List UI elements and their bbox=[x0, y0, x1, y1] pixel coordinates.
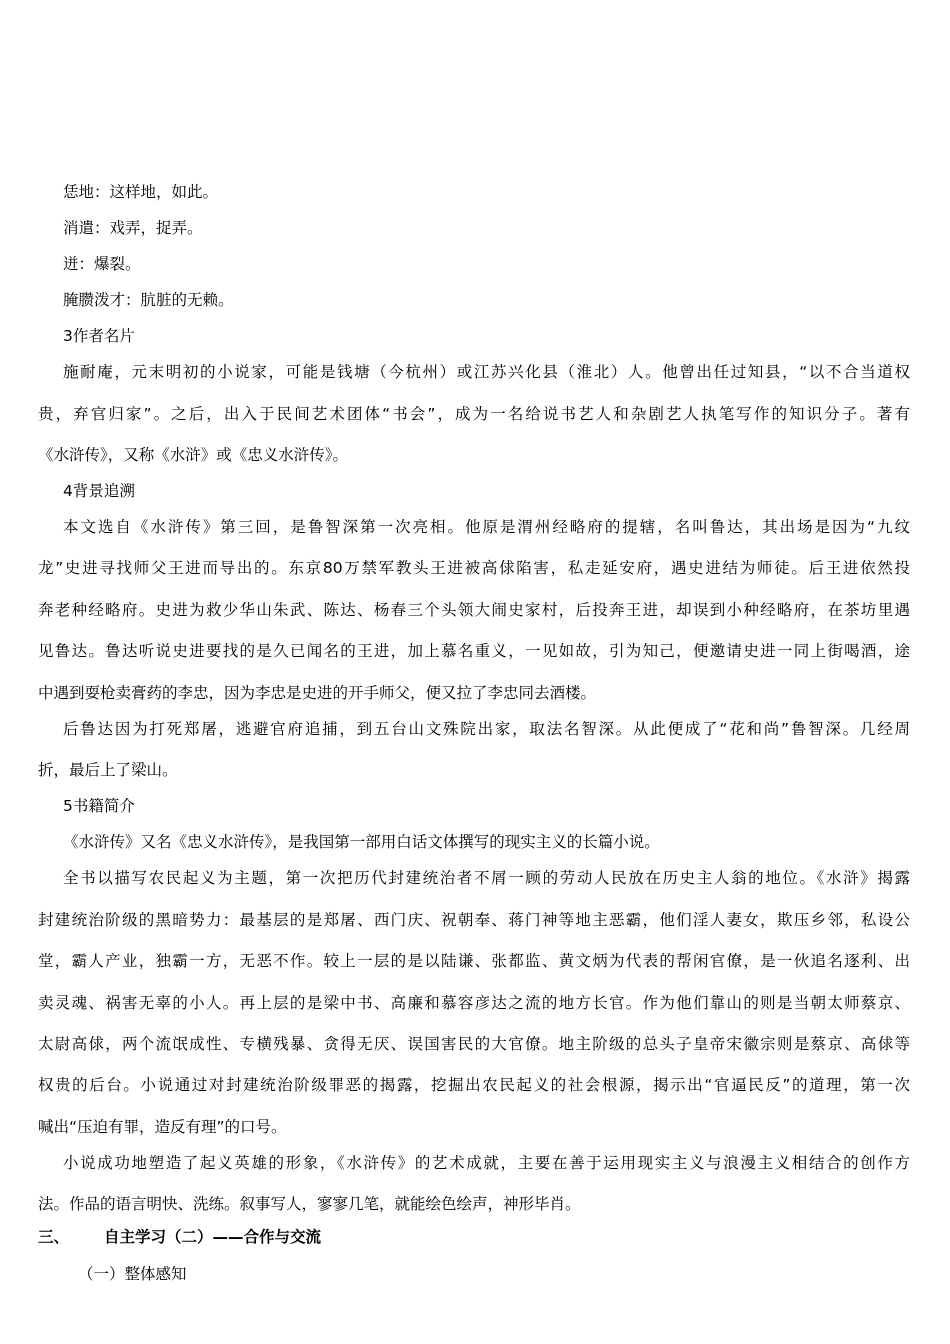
paragraph-line: 小说成功地塑造了起义英雄的形象，《水浒传》的艺术成就，主要在善于运用现实主义与浪漫主义相结合的创作方 bbox=[63, 1154, 910, 1172]
paragraph-line: 法。作品的语言明快、洗练。叙事写人，寥寥几笔，就能绘色绘声，神形毕肖。 bbox=[38, 1195, 581, 1213]
paragraph-line: 《水浒传》又名《忠义水浒传》，是我国第一部用白话文体撰写的现实主义的长篇小说。 bbox=[63, 833, 660, 851]
paragraph-line: 龙”史进寻找师父王进而导出的。东京80万禁军教头王进被高俅陷害，私走延安府，遇史进结为师徒。后王进依然投 bbox=[38, 559, 910, 577]
section-heading-book: 5书籍简介 bbox=[63, 797, 135, 815]
section-heading-author: 3作者名片 bbox=[63, 327, 135, 345]
paragraph-line: 施耐庵，元末明初的小说家，可能是钱塘（今杭州）或江苏兴化县（淮北）人。他曾出任过知县，“以不合当道权 bbox=[63, 363, 910, 381]
part-title: 自主学习（二）——合作与交流 bbox=[104, 1228, 322, 1246]
paragraph-line: 奔老种经略府。史进为救少华山朱武、陈达、杨春三个头领大闹史家村，后投奔王进，却误到小种经略府，在茶坊里遇 bbox=[38, 601, 910, 619]
section-heading-background: 4背景追溯 bbox=[63, 482, 135, 500]
paragraph-line: 本文选自《水浒传》第三回，是鲁智深第一次亮相。他原是渭州经略府的提辖，名叫鲁达，其出场是因为“九纹 bbox=[63, 518, 910, 536]
paragraph-line: 卖灵魂、祸害无辜的小人。再上层的是梁中书、高廉和慕容彦达之流的地方长官。作为他们靠山的则是当朝太师蔡京、 bbox=[38, 994, 910, 1012]
paragraph-line: 见鲁达。鲁达听说史进要找的是久已闻名的王进，加上慕名重义，一见如故，引为知己，便邀请史进一同上街喝酒，途 bbox=[38, 642, 910, 660]
paragraph-line: 堂，霸人产业，独霸一方，无恶不作。较上一层的是以陆谦、张都监、黄文炳为代表的帮闲官僚，是一伙追名逐利、出 bbox=[38, 952, 910, 970]
paragraph-line: 折，最后上了梁山。 bbox=[38, 761, 178, 779]
glossary-item: 迸：爆裂。 bbox=[63, 255, 141, 273]
paragraph-line: 封建统治阶级的黑暗势力：最基层的是郑屠、西门庆、祝朝奉、蒋门神等地主恶霸，他们淫人妻女，欺压乡邻，私设公 bbox=[38, 911, 910, 929]
paragraph-line: 权贵的后台。小说通过对封建统治阶级罪恶的揭露，挖掘出农民起义的社会根源，揭示出“官逼民反”的道理，第一次 bbox=[38, 1076, 910, 1094]
part-heading bbox=[38, 1226, 321, 1248]
subsection-heading: （一）整体感知 bbox=[78, 1265, 187, 1283]
glossary-item: 腌臜泼才：肮脏的无赖。 bbox=[63, 291, 234, 309]
paragraph-line: 太尉高俅，两个流氓成性、专横残暴、贪得无厌、误国害民的大官僚。地主阶级的总头子皇帝宋徽宗则是蔡京、高俅等 bbox=[38, 1035, 910, 1053]
paragraph-line: 中遇到耍枪卖膏药的李忠，因为李忠是史进的开手师父，便又拉了李忠同去酒楼。 bbox=[38, 684, 597, 702]
glossary-item: 恁地：这样地，如此。 bbox=[63, 183, 219, 201]
paragraph-line: 《水浒传》，又称《水浒》或《忠义水浒传》。 bbox=[38, 446, 349, 464]
paragraph-line: 喊出“压迫有罪，造反有理”的口号。 bbox=[38, 1118, 287, 1136]
part-number: 三、 bbox=[38, 1228, 70, 1246]
paragraph-line: 全书以描写农民起义为主题，第一次把历代封建统治者不屑一顾的劳动人民放在历史主人翁的地位。《水浒》揭露 bbox=[63, 869, 910, 887]
glossary-item: 消遣：戏弄，捉弄。 bbox=[63, 219, 203, 237]
paragraph-line: 贵，弃官归家”。之后，出入于民间艺术团体“书会”，成为一名给说书艺人和杂剧艺人执笔写作的知识分子。著有 bbox=[38, 405, 910, 423]
paragraph-line: 后鲁达因为打死郑屠，逃避官府追捕，到五台山文殊院出家，取法名智深。从此便成了“花和尚”鲁智深。几经周 bbox=[63, 720, 910, 738]
